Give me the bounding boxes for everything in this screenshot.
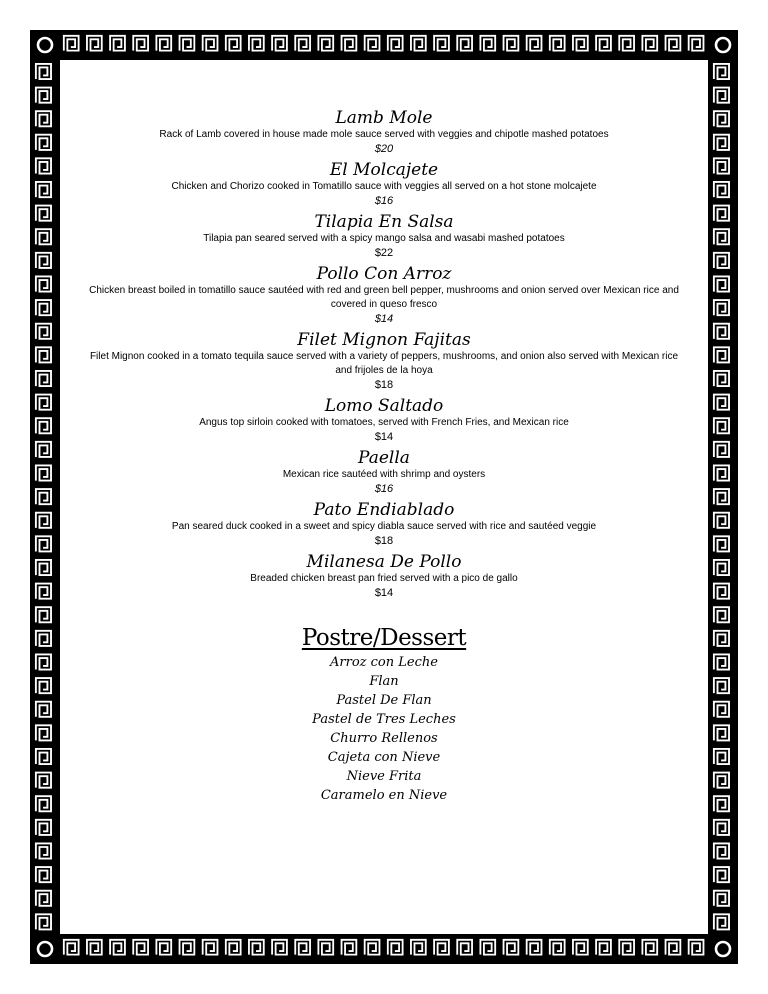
greek-key-tile — [36, 371, 51, 386]
greek-key-tile — [36, 820, 51, 835]
dessert-item: Arroz con Leche — [330, 655, 438, 670]
greek-key-tile — [388, 940, 403, 955]
greek-key-tile — [36, 607, 51, 622]
dish-name: Tilapia En Salsa — [314, 212, 454, 232]
dish-price: $14 — [374, 431, 394, 443]
greek-key-tile — [36, 489, 51, 504]
greek-key-tile — [714, 253, 729, 268]
greek-key-tile — [365, 940, 380, 955]
greek-key-tile — [714, 111, 729, 126]
dish-description: Pan seared duck cooked in a sweet and spicy diabla sauce served with rice and sautéed veggie — [171, 521, 597, 532]
greek-key-tile — [36, 206, 51, 221]
greek-key-tile — [714, 206, 729, 221]
menu-item — [60, 108, 708, 157]
greek-key-tile — [156, 36, 171, 51]
greek-key-tile — [714, 891, 729, 906]
greek-key-tile — [226, 940, 241, 955]
dish-name: Milanesa De Pollo — [306, 552, 462, 572]
dish-name: Pollo Con Arroz — [316, 264, 452, 284]
border-corner-ring — [38, 38, 52, 52]
greek-key-tile — [110, 940, 125, 955]
greek-key-tile — [714, 796, 729, 811]
greek-key-tile — [272, 940, 287, 955]
menu-item — [60, 500, 708, 549]
dessert-item: Flan — [369, 674, 399, 689]
greek-key-tile — [36, 843, 51, 858]
dish-price: $20 — [374, 143, 394, 155]
greek-key-tile — [714, 489, 729, 504]
greek-key-tile — [457, 36, 472, 51]
dish-price: $18 — [374, 379, 394, 391]
greek-key-tile — [36, 773, 51, 788]
menu-item — [60, 160, 708, 209]
greek-key-tile — [714, 749, 729, 764]
greek-key-tile — [36, 158, 51, 173]
greek-key-tile — [714, 64, 729, 79]
greek-key-tile — [36, 584, 51, 599]
greek-key-tile — [714, 725, 729, 740]
menu-item — [60, 264, 708, 327]
greek-key-tile — [714, 182, 729, 197]
greek-key-tile — [619, 36, 634, 51]
dish-price: $14 — [374, 313, 394, 325]
dish-description: Filet Mignon cooked in a tomato tequila sauce served with a variety of peppers, mushrooms, and onion also served with Mexican rice and frijoles de la hoya — [89, 351, 679, 376]
greek-key-tile — [388, 36, 403, 51]
border-corner-ring — [716, 38, 730, 52]
greek-key-tile — [36, 654, 51, 669]
greek-key-tile — [36, 442, 51, 457]
greek-key-tile — [714, 914, 729, 929]
greek-key-tile — [714, 607, 729, 622]
dish-name: El Molcajete — [329, 160, 439, 180]
greek-key-tile — [203, 940, 218, 955]
greek-key-tile — [714, 654, 729, 669]
menu-item — [60, 330, 708, 393]
greek-key-tile — [110, 36, 125, 51]
greek-key-tile — [714, 773, 729, 788]
greek-key-tile — [180, 940, 195, 955]
dish-price: $16 — [374, 483, 394, 495]
greek-key-tile — [714, 347, 729, 362]
greek-key-tile — [36, 631, 51, 646]
dish-price: $14 — [374, 587, 394, 599]
greek-key-tile — [504, 940, 519, 955]
greek-key-tile — [36, 536, 51, 551]
greek-key-tile — [36, 300, 51, 315]
dish-name: Pato Endiablado — [313, 500, 455, 520]
greek-key-tile — [36, 324, 51, 339]
dessert-item: Churro Rellenos — [330, 731, 438, 746]
dessert-item: Pastel de Tres Leches — [312, 712, 456, 727]
greek-key-tile — [203, 36, 218, 51]
greek-key-tile — [714, 702, 729, 717]
greek-key-tile — [36, 725, 51, 740]
greek-key-tile — [714, 560, 729, 575]
dish-name: Paella — [358, 448, 410, 468]
greek-key-tile — [596, 36, 611, 51]
greek-key-tile — [295, 36, 310, 51]
greek-key-tile — [666, 36, 681, 51]
dish-description: Chicken breast boiled in tomatillo sauce sautéed with red and green bell pepper, mushrooms and onion served over Mexican rice and covered in queso fresco — [89, 285, 679, 310]
greek-key-tile — [87, 940, 102, 955]
greek-key-tile — [36, 465, 51, 480]
greek-key-tile — [36, 702, 51, 717]
dish-price: $18 — [374, 535, 394, 547]
greek-key-tile — [133, 940, 148, 955]
menu-list — [60, 108, 708, 805]
greek-key-tile — [714, 536, 729, 551]
greek-key-tile — [249, 36, 264, 51]
greek-key-tile — [714, 442, 729, 457]
greek-key-tile — [64, 940, 79, 955]
greek-key-tile — [318, 36, 333, 51]
greek-key-tile — [666, 940, 681, 955]
greek-key-tile — [36, 796, 51, 811]
greek-key-tile — [714, 867, 729, 882]
greek-key-tile — [527, 940, 542, 955]
greek-key-tile — [342, 940, 357, 955]
greek-key-tile — [714, 300, 729, 315]
greek-key-tile — [365, 36, 380, 51]
menu-item — [60, 396, 708, 445]
dish-name: Lamb Mole — [335, 108, 433, 128]
greek-key-tile — [156, 940, 171, 955]
greek-key-tile — [714, 843, 729, 858]
dish-price: $22 — [374, 247, 394, 259]
menu-item — [60, 212, 708, 261]
greek-key-tile — [550, 940, 565, 955]
greek-key-tile — [714, 324, 729, 339]
greek-key-tile — [573, 940, 588, 955]
greek-key-tile — [36, 276, 51, 291]
greek-key-tile — [714, 371, 729, 386]
menu-page — [60, 60, 708, 934]
greek-key-tile — [36, 914, 51, 929]
border-corner-ring — [38, 942, 52, 956]
dessert-item: Pastel De Flan — [336, 693, 432, 708]
greek-key-tile — [689, 36, 704, 51]
greek-key-tile — [714, 584, 729, 599]
greek-key-tile — [36, 229, 51, 244]
greek-key-tile — [36, 253, 51, 268]
dish-description: Tilapia pan seared served with a spicy mango salsa and wasabi mashed potatoes — [203, 233, 565, 244]
greek-key-tile — [318, 940, 333, 955]
dish-description: Rack of Lamb covered in house made mole sauce served with veggies and chipotle mashed potatoes — [159, 129, 609, 140]
greek-key-tile — [714, 631, 729, 646]
dish-description: Angus top sirloin cooked with tomatoes, served with French Fries, and Mexican rice — [199, 417, 569, 428]
greek-key-tile — [714, 158, 729, 173]
greek-key-tile — [36, 867, 51, 882]
greek-key-tile — [64, 36, 79, 51]
dish-description: Mexican rice sautéed with shrimp and oysters — [282, 469, 486, 480]
greek-key-tile — [36, 135, 51, 150]
greek-key-tile — [714, 678, 729, 693]
greek-key-tile — [714, 229, 729, 244]
greek-key-tile — [36, 347, 51, 362]
greek-key-tile — [550, 36, 565, 51]
greek-key-tile — [714, 135, 729, 150]
greek-key-tile — [36, 891, 51, 906]
greek-key-tile — [36, 111, 51, 126]
greek-key-tile — [642, 36, 657, 51]
greek-key-tile — [249, 940, 264, 955]
greek-key-tile — [342, 36, 357, 51]
greek-key-tile — [714, 276, 729, 291]
greek-key-tile — [480, 36, 495, 51]
greek-key-tile — [714, 88, 729, 103]
greek-key-tile — [714, 465, 729, 480]
greek-key-tile — [36, 513, 51, 528]
greek-key-tile — [411, 36, 426, 51]
menu-item — [60, 448, 708, 497]
greek-key-tile — [226, 36, 241, 51]
dessert-heading: Postre/Dessert — [301, 625, 467, 651]
greek-key-tile — [295, 940, 310, 955]
dessert-item: Caramelo en Nieve — [320, 788, 448, 803]
dessert-item: Cajeta con Nieve — [327, 750, 441, 765]
dessert-list — [60, 653, 708, 805]
greek-key-tile — [36, 418, 51, 433]
greek-key-tile — [527, 36, 542, 51]
greek-key-tile — [36, 678, 51, 693]
greek-key-tile — [434, 940, 449, 955]
dish-description: Chicken and Chorizo cooked in Tomatillo sauce with veggies all served on a hot stone molcajete — [171, 181, 597, 192]
greek-key-tile — [180, 36, 195, 51]
greek-key-tile — [714, 513, 729, 528]
greek-key-tile — [36, 64, 51, 79]
greek-key-tile — [36, 88, 51, 103]
dish-name: Lomo Saltado — [324, 396, 444, 416]
greek-key-tile — [573, 36, 588, 51]
greek-key-tile — [596, 940, 611, 955]
greek-key-tile — [457, 940, 472, 955]
greek-key-tile — [434, 36, 449, 51]
greek-key-tile — [36, 560, 51, 575]
greek-key-tile — [714, 395, 729, 410]
greek-key-tile — [133, 36, 148, 51]
dish-price: $16 — [374, 195, 394, 207]
greek-key-tile — [689, 940, 704, 955]
menu-item — [60, 552, 708, 601]
dish-name: Filet Mignon Fajitas — [297, 330, 471, 350]
greek-key-tile — [36, 395, 51, 410]
greek-key-tile — [714, 820, 729, 835]
greek-key-tile — [87, 36, 102, 51]
greek-key-tile — [642, 940, 657, 955]
border-corner-ring — [716, 942, 730, 956]
greek-key-tile — [272, 36, 287, 51]
greek-key-tile — [36, 182, 51, 197]
greek-key-tile — [504, 36, 519, 51]
greek-key-tile — [411, 940, 426, 955]
greek-key-tile — [36, 749, 51, 764]
greek-key-tile — [480, 940, 495, 955]
dish-description: Breaded chicken breast pan fried served with a pico de gallo — [250, 573, 518, 584]
greek-key-tile — [619, 940, 634, 955]
greek-key-tile — [714, 418, 729, 433]
dessert-item: Nieve Frita — [346, 769, 422, 784]
